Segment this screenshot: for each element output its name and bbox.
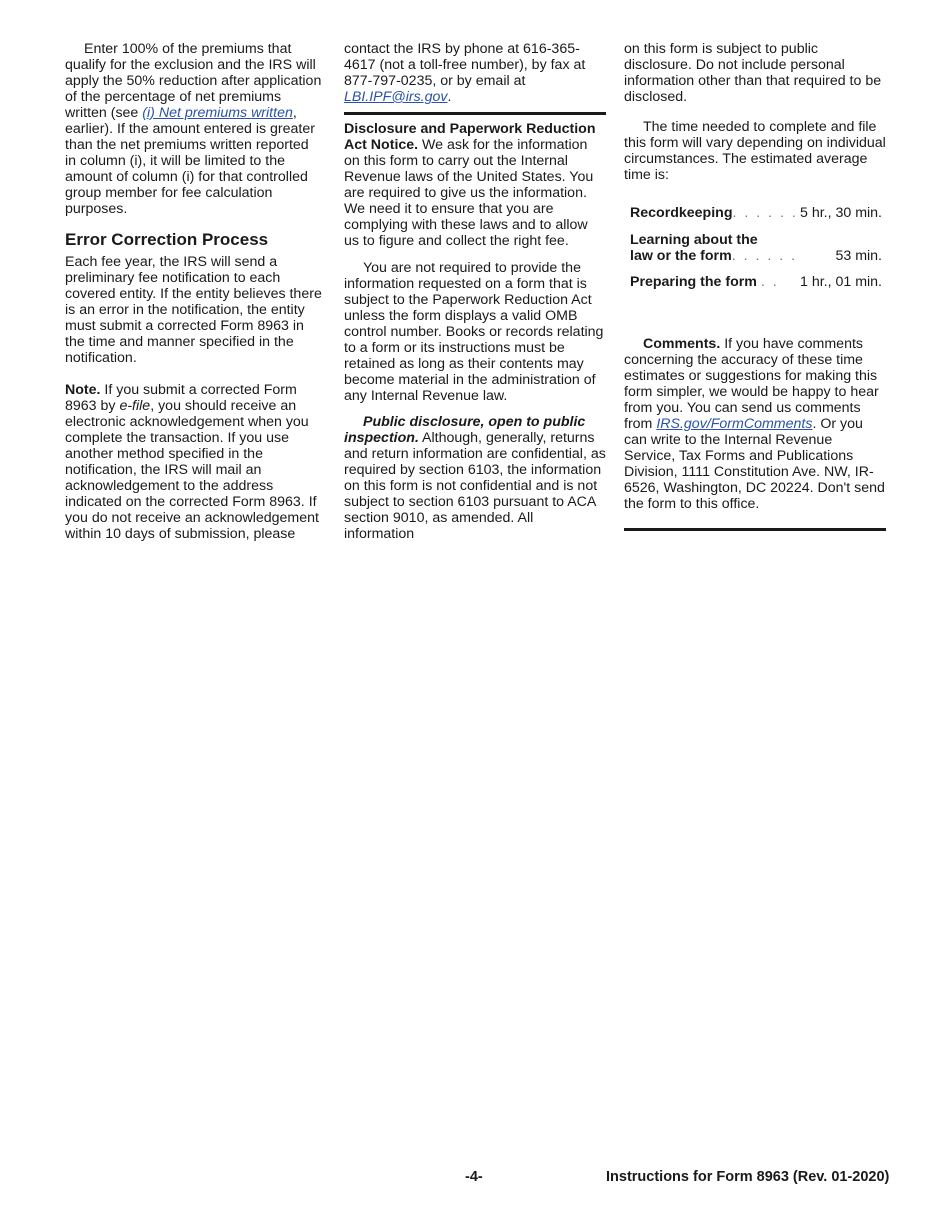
disclosure-paragraph: Disclosure and Paperwork Reduction Act Notice. We ask for the information on this form to carry out the Internal Revenue laws of the United States. You are required to give us the information. We need it to ensure that you are complying with these laws and to allow us to figure and collect the right fee. bbox=[344, 121, 596, 249]
note-paragraph: Note. If you submit a corrected Form 8963 by e-file, you should receive an electronic acknowledgement when you complete the transaction. If you use another method specified in the notification, the IRS will mail an acknowledgement to the address indicated on the corrected Form 8963. If you do not receive an acknowledgement within 10 days of submission, please bbox=[65, 382, 319, 542]
contact-paragraph: contact the IRS by phone at 616-365-4617 (not a toll-free number), by fax at 877-797-0235, or by email at LBI.IPF@irs.gov. bbox=[344, 41, 586, 105]
public-disclosure-paragraph: Public disclosure, open to public inspection. Although, generally, returns and return information are confidential, as required by section 6103, the information on this form is not confidential and is not subject to section 6103 pursuant to ACA section 9010, as amended. All information bbox=[344, 414, 606, 542]
disclosure-label: Disclosure and Paperwork Reduction Act Notice. bbox=[344, 121, 596, 153]
public-disclosure-label: Public disclosure, open to public inspection. bbox=[344, 414, 586, 446]
table-row: Recordkeeping. . . . . . 5 hr., 30 min. bbox=[630, 205, 882, 221]
comments-label: Comments. bbox=[643, 336, 721, 352]
premiums-paragraph: Enter 100% of the premiums that qualify for the exclusion and the IRS will apply the 50% reduction after application of the percentage of net premiums written (see (i) Net premiums written, earlier). If the amount entered is greater than the net premiums written reported in column (i), it will be limited to the amount of column (i) for that controlled group member for fee calculation purposes. bbox=[65, 41, 322, 217]
table-row: Learning about the law or the form. . . . . . 53 min. bbox=[630, 232, 882, 264]
column-3 bbox=[624, 41, 886, 531]
time-estimate-table bbox=[630, 205, 882, 290]
public-info-paragraph: on this form is subject to public disclosure. Do not include personal information other than that required to be disclosed. bbox=[624, 41, 882, 105]
form-comments-link[interactable]: IRS.gov/FormComments bbox=[656, 416, 813, 432]
document-title: Instructions for Form 8963 (Rev. 01-2020) bbox=[606, 1169, 890, 1185]
error-correction-paragraph: Each fee year, the IRS will send a preliminary fee notification to each covered entity. If the entity believes there is an error in the notification, the entity must submit a corrected Form 8963 in the time and manner specified in the notification. bbox=[65, 254, 322, 366]
section-divider bbox=[344, 112, 606, 115]
column-1 bbox=[65, 41, 323, 542]
email-link[interactable]: LBI.IPF@irs.gov bbox=[344, 89, 448, 105]
comments-paragraph: Comments. If you have comments concerning the accuracy of these time estimates or suggestions for making this form simpler, we would be happy to hear from you. You can send us comments from IRS.gov/FormComments. Or you can write to the Internal Revenue Service, Tax Forms and Publications Division, 1111 Constitution Ave. NW, IR-6526, Washington, DC 20224. Don't send the form to this office. bbox=[624, 336, 885, 512]
table-row: Preparing the form . . 1 hr., 01 min. bbox=[630, 274, 882, 290]
time-needed-paragraph: The time needed to complete and file this form will vary depending on individual circumstances. The estimated average time is: bbox=[624, 119, 886, 183]
column-2 bbox=[344, 41, 606, 542]
note-label: Note. bbox=[65, 382, 101, 398]
omb-paragraph: You are not required to provide the information requested on a form that is subject to the Paperwork Reduction Act unless the form displays a valid OMB control number. Books or records relating to a form or its instructions must be retained as long as their contents may become material in the administration of any Internal Revenue law. bbox=[344, 260, 604, 404]
page-number: -4- bbox=[465, 1169, 483, 1185]
error-correction-heading: Error Correction Process bbox=[65, 230, 269, 249]
end-divider bbox=[624, 528, 886, 531]
net-premiums-written-link[interactable]: (i) Net premiums written bbox=[142, 105, 293, 121]
